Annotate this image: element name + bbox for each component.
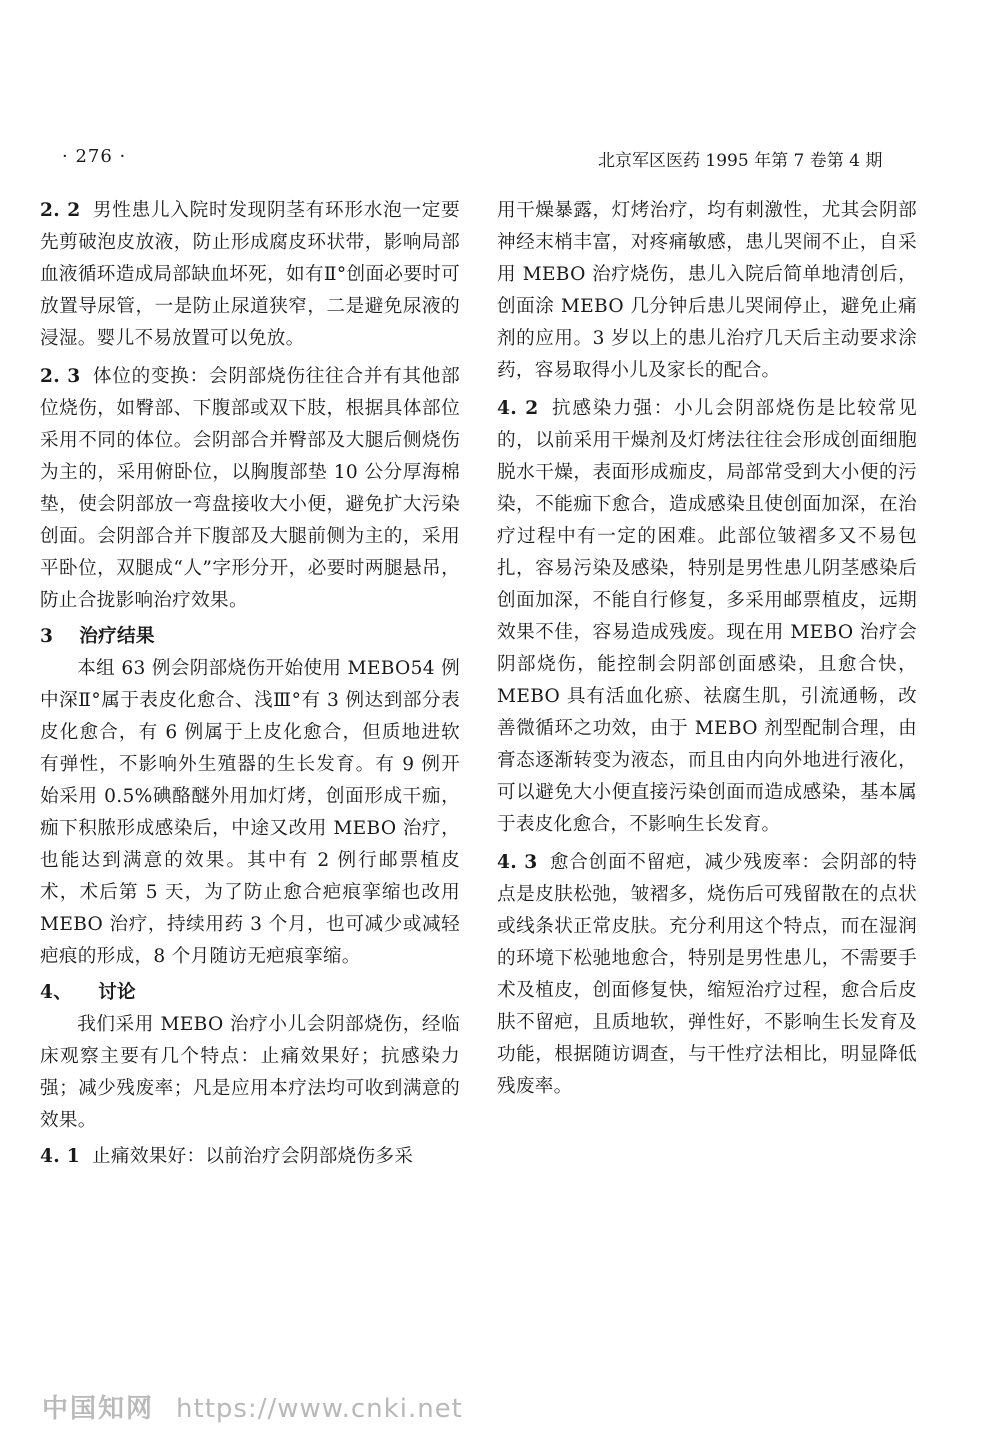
section-number: 2. 2: [40, 200, 81, 221]
paragraph-text: 抗感染力强：小儿会阴部烧伤是比较常见的，以前采用干燥剂及灯烤法往往会形成创面细胞脱水干燥，表面形成痂皮，局部常受到大小便的污染，不能痂下愈合，造成感染且使创面加深，在治疗过程中有一定的困难。此部位皱褶多又不易包扎，容易污染及感染，特别是男性患儿阴茎感染后创面加深，不能自行修复，多采用邮票植皮，远期效果不佳，容易造成残废。现在用 MEBO 治疗会阴部烧伤，能控制会阴部创面感染，且愈合快，MEBO 具有活血化瘀、祛腐生肌，引流通畅，改善微循环之功效，由于 MEBO 剂型配制合理，由膏态逐渐转变为液态，而且由内向外地进行液化，可以避免大小便直接污染创面而造成感染，基本属于表皮化愈合，不影响生长发育。: [497, 398, 917, 835]
paragraph-text: 体位的变换：会阴部烧伤往往合并有其他部位烧伤，如臀部、下腹部或双下肢，根据具体部位采用不同的体位。会阴部合并臀部及大腿后侧烧伤为主的，采用俯卧位，以胸腹部垫 10 公分厚海棉垫，使会阴部放一弯盘接收大小便，避免扩大污染创面。会阴部合并下腹部及大腿前侧为主的，采用平卧位，双腿成“人”字形分开，必要时两腿悬吊，防止合拢影响治疗效果。: [40, 366, 461, 611]
section-number: 4. 1: [40, 1146, 81, 1167]
paragraph-3: 本组 63 例会阴部烧伤开始使用 MEBO54 例中深Ⅱ°属于表皮化愈合、浅Ⅲ°有 3 例达到部分表皮化愈合，有 6 例属于上皮化愈合，但质地进软有弹性，不影响外生殖器的生长发育。有 9 例开始采用 0.5%碘酪醚外用加灯烤，创面形成干痂，痂下积脓形成感染后，中途又改用 MEBO 治疗，也能达到满意的效果。其中有 2 例行邮票植皮术，术后第 5 天，为了防止愈合疤痕挛缩也改用 MEBO 治疗，持续用药 3 个月，也可减少或减轻疤痕的形成，8 个月随访无疤痕挛缩。: [40, 658, 460, 967]
section-number: 4. 3: [497, 852, 538, 873]
section-title: 治疗结果: [79, 626, 155, 647]
section-number: 2. 3: [40, 366, 81, 387]
left-column: [40, 195, 460, 1173]
section-number: 4. 2: [497, 398, 539, 419]
watermark-url: https://www.cnki.net: [176, 1394, 463, 1424]
page-number: · 276 ·: [62, 146, 127, 167]
paragraph-4-1-continued: 用干燥暴露，灯烤治疗，均有刺激性，尤其会阴部神经末梢丰富，对疼痛敏感，患儿哭闹不止，自采用 MEBO 治疗烧伤，患儿入院后简单地清创后，创面涂 MEBO 几分钟后患儿哭闹停止，避免止痛剂的应用。3 岁以上的患儿治疗几天后主动要求涂药，容易取得小儿及家长的配合。: [497, 200, 917, 381]
section-number: 4、: [40, 982, 73, 1003]
watermark-brand: 中国知网: [42, 1394, 155, 1424]
paragraph-text: 男性患儿入院时发现阴茎有环形水泡一定要先剪破泡皮放液，防止形成腐皮环状带，影响局部血液循环造成局部缺血坏死，如有Ⅱ°创面必要时可放置导尿管，一是防止尿道狭窄，二是避免尿液的浸湿。婴儿不易放置可以免放。: [40, 200, 461, 349]
paragraph-text: 愈合创面不留疤，减少残废率：会阴部的特点是皮肤松弛，皱褶多，烧伤后可残留散在的点状或线条状正常皮肤。充分利用这个特点，而在湿润的环境下松驰地愈合，特别是男性患儿，不需要手术及植皮，创面修复快，缩短治疗过程，愈合后皮肤不留疤，且质地软，弹性好，不影响生长发育及功能，根据随访调查，与干性疗法相比，明显降低残废率。: [497, 852, 918, 1097]
cnki-watermark: [42, 1388, 463, 1425]
paragraph-4: 我们采用 MEBO 治疗小儿会阴部烧伤，经临床观察主要有几个特点：止痛效果好；抗感染力强；减少残废率；凡是应用本疗法均可收到满意的效果。: [40, 1014, 460, 1131]
paragraph-text: 止痛效果好：以前治疗会阴部烧伤多采: [92, 1146, 414, 1167]
section-heading-3: [40, 621, 460, 653]
paragraph-4-3: [497, 847, 917, 1103]
section-number: 3: [40, 626, 54, 647]
section-heading-4: [40, 977, 460, 1009]
section-title: 讨论: [98, 982, 136, 1003]
paragraph-2-3: [40, 361, 460, 617]
paragraph-2-2: [40, 195, 460, 355]
paragraph-4-1: [40, 1141, 460, 1173]
paragraph-4-2: [497, 393, 917, 841]
journal-header: 北京军区医药 1995 年第 7 卷第 4 期: [598, 151, 883, 171]
right-column: [497, 195, 917, 1103]
